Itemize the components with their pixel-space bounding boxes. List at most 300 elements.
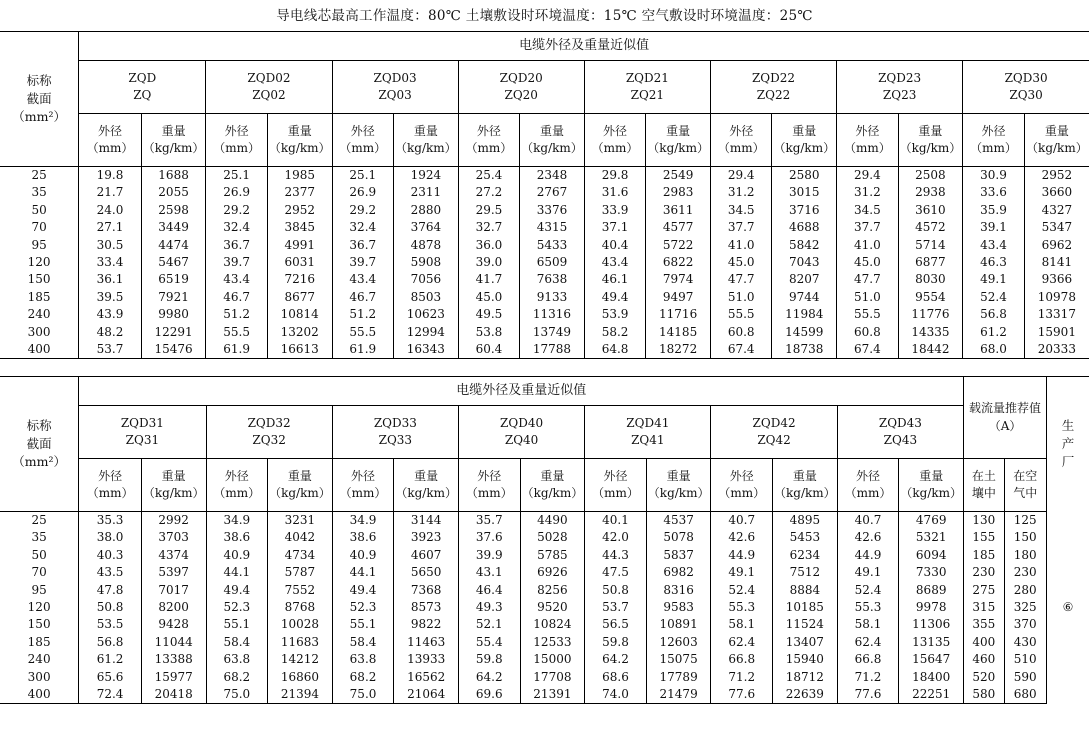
table-row bbox=[0, 341, 1089, 359]
data-cell: 3610 bbox=[898, 202, 963, 219]
od-unit: （mm） bbox=[465, 486, 513, 500]
table-row bbox=[0, 219, 1089, 236]
model-name-zqd: ZQD03 bbox=[373, 70, 417, 85]
cross-section-cell: 400 bbox=[0, 341, 79, 359]
data-cell: 4042 bbox=[268, 529, 333, 546]
data-cell: 37.1 bbox=[584, 219, 646, 236]
od-label: 外径 bbox=[224, 468, 249, 483]
data-cell: 10891 bbox=[646, 616, 711, 633]
data-cell: 17788 bbox=[520, 341, 585, 359]
data-cell: 8200 bbox=[141, 599, 206, 616]
data-cell: 37.6 bbox=[458, 529, 520, 546]
data-cell: 5650 bbox=[394, 564, 459, 581]
model-name-zqd: ZQD23 bbox=[878, 70, 922, 85]
model-name-zq: ZQ02 bbox=[252, 88, 286, 102]
data-cell: 3923 bbox=[394, 529, 459, 546]
model-name-zq: ZQ21 bbox=[630, 88, 665, 102]
wt-label: 重量 bbox=[540, 468, 565, 483]
data-cell: 39.7 bbox=[332, 254, 394, 271]
model-row bbox=[0, 406, 1089, 459]
data-cell: 11306 bbox=[899, 616, 964, 633]
wt-label: 重量 bbox=[287, 123, 312, 138]
model-name-zq: ZQ33 bbox=[378, 433, 413, 447]
data-cell: 11044 bbox=[141, 634, 206, 651]
data-cell: 31.2 bbox=[710, 184, 772, 201]
data-cell: 3144 bbox=[394, 512, 459, 530]
data-cell: 53.9 bbox=[584, 306, 646, 323]
weight-header bbox=[646, 114, 711, 167]
data-cell: 3764 bbox=[394, 219, 459, 236]
data-cell: 53.7 bbox=[79, 341, 142, 359]
cross-section-cell: 120 bbox=[27, 254, 51, 269]
data-cell: 20333 bbox=[1024, 341, 1089, 359]
data-cell: 43.9 bbox=[79, 306, 142, 323]
wt-unit: （kg/km） bbox=[899, 141, 962, 155]
data-cell: 5842 bbox=[772, 237, 837, 254]
data-cell: 75.0 bbox=[206, 686, 268, 704]
data-cell: 52.3 bbox=[206, 599, 268, 616]
data-cell: 49.4 bbox=[206, 582, 268, 599]
table-row bbox=[0, 324, 1089, 341]
table-row bbox=[0, 202, 1089, 219]
data-cell: 10028 bbox=[268, 616, 333, 633]
cross-section-cell: 240 bbox=[27, 652, 51, 667]
data-cell: 55.1 bbox=[206, 616, 268, 633]
data-cell: 52.1 bbox=[458, 616, 520, 633]
table-caption: 导电线芯最高工作温度：80℃ 土壤敷设时环境温度：15℃ 空气敷设时环境温度：25℃ bbox=[276, 8, 813, 24]
model-name-zq: ZQ bbox=[133, 88, 152, 102]
data-cell: 6031 bbox=[267, 254, 332, 271]
model-row bbox=[0, 61, 1089, 114]
data-cell: 56.5 bbox=[585, 616, 647, 633]
data-cell: 59.8 bbox=[585, 634, 647, 651]
data-cell: 58.1 bbox=[711, 616, 773, 633]
data-cell: 52.4 bbox=[837, 582, 899, 599]
data-cell: 7017 bbox=[141, 582, 206, 599]
data-cell: 16562 bbox=[394, 669, 459, 686]
data-cell: 61.9 bbox=[332, 341, 394, 359]
data-cell: 41.7 bbox=[458, 271, 520, 288]
data-cell: 12994 bbox=[394, 324, 459, 341]
data-cell: 77.6 bbox=[711, 686, 773, 704]
data-cell: 4734 bbox=[268, 547, 333, 564]
data-cell: 15075 bbox=[646, 651, 711, 668]
data-cell: 51.2 bbox=[332, 306, 394, 323]
data-cell: 40.4 bbox=[584, 237, 646, 254]
data-cell: 25.4 bbox=[458, 167, 520, 185]
wt-unit: （kg/km） bbox=[269, 486, 331, 500]
data-cell: 2767 bbox=[520, 184, 585, 201]
data-cell: 20418 bbox=[141, 686, 206, 704]
weight-header bbox=[772, 114, 837, 167]
data-cell: 7056 bbox=[394, 271, 459, 288]
wt-unit: （kg/km） bbox=[142, 141, 205, 155]
outer-diameter-header bbox=[837, 114, 899, 167]
data-cell: 5347 bbox=[1024, 219, 1089, 236]
weight-header bbox=[773, 459, 838, 512]
data-cell: 4577 bbox=[646, 219, 711, 236]
od-label: 外径 bbox=[97, 123, 122, 138]
weight-header bbox=[646, 459, 711, 512]
data-cell: 30.9 bbox=[963, 167, 1025, 185]
data-cell: 68.6 bbox=[585, 669, 647, 686]
data-cell: 19.8 bbox=[79, 167, 142, 185]
data-cell: 15000 bbox=[520, 651, 585, 668]
od-label: 外径 bbox=[350, 123, 375, 138]
od-label: 外径 bbox=[729, 468, 754, 483]
data-cell: 4769 bbox=[899, 512, 964, 530]
wt-unit: （kg/km） bbox=[647, 486, 710, 500]
data-cell: 14185 bbox=[646, 324, 711, 341]
weight-header bbox=[520, 459, 585, 512]
data-cell: 21064 bbox=[394, 686, 459, 704]
wt-unit: （kg/km） bbox=[395, 141, 457, 155]
data-cell: 2952 bbox=[1024, 167, 1089, 185]
data-cell: 44.1 bbox=[206, 564, 268, 581]
cross-section-cell: 35 bbox=[31, 530, 47, 545]
data-cell: 7368 bbox=[394, 582, 459, 599]
data-cell: 31.2 bbox=[837, 184, 899, 201]
data-cell: 72.4 bbox=[79, 686, 142, 704]
data-cell: 43.5 bbox=[79, 564, 142, 581]
data-cell: 13407 bbox=[773, 634, 838, 651]
data-cell: 46.7 bbox=[332, 289, 394, 306]
table-row bbox=[0, 512, 1089, 530]
data-cell: 8884 bbox=[773, 582, 838, 599]
data-cell: 40.9 bbox=[206, 547, 268, 564]
od-unit: （mm） bbox=[86, 141, 134, 155]
od-label: 外径 bbox=[98, 468, 123, 483]
data-cell: 41.0 bbox=[710, 237, 772, 254]
data-cell: 1688 bbox=[141, 167, 206, 185]
data-cell: 10824 bbox=[520, 616, 585, 633]
data-cell: 5787 bbox=[268, 564, 333, 581]
data-cell: 36.7 bbox=[206, 237, 268, 254]
cross-section-cell: 185 bbox=[27, 289, 51, 304]
data-cell: 8141 bbox=[1024, 254, 1089, 271]
model-name-zqd: ZQD42 bbox=[752, 415, 796, 430]
data-cell: 59.8 bbox=[458, 651, 520, 668]
data-cell: 49.4 bbox=[332, 582, 394, 599]
data-cell: 49.1 bbox=[837, 564, 899, 581]
model-name-zqd: ZQD41 bbox=[626, 415, 670, 430]
data-cell: 40.1 bbox=[585, 512, 647, 530]
data-cell: 8316 bbox=[646, 582, 711, 599]
data-cell: 77.6 bbox=[837, 686, 899, 704]
data-cell: 29.2 bbox=[206, 202, 268, 219]
data-cell: 68.2 bbox=[332, 669, 394, 686]
table-row bbox=[0, 184, 1089, 201]
data-cell: 4895 bbox=[773, 512, 838, 530]
weight-header bbox=[394, 114, 459, 167]
weight-header bbox=[520, 114, 585, 167]
table-row bbox=[0, 289, 1089, 306]
data-cell: 16613 bbox=[267, 341, 332, 359]
data-cell: 5433 bbox=[520, 237, 585, 254]
table-row bbox=[0, 237, 1089, 254]
data-cell: 6982 bbox=[646, 564, 711, 581]
model-name bbox=[585, 406, 711, 459]
data-cell: 7921 bbox=[141, 289, 206, 306]
data-cell: 33.6 bbox=[963, 184, 1025, 201]
data-cell: 46.3 bbox=[963, 254, 1025, 271]
data-cell: 130 bbox=[964, 512, 1004, 530]
table-row bbox=[0, 669, 1089, 686]
data-cell: 510 bbox=[1004, 651, 1046, 668]
data-cell: 8030 bbox=[898, 271, 963, 288]
od-unit: （mm） bbox=[86, 486, 134, 500]
data-cell: 325 bbox=[1004, 599, 1046, 616]
data-cell: 2055 bbox=[141, 184, 206, 201]
model-name-zq: ZQ22 bbox=[756, 88, 791, 102]
data-cell: 16343 bbox=[394, 341, 459, 359]
od-label: 外径 bbox=[351, 468, 376, 483]
table-row bbox=[0, 582, 1089, 599]
cross-section-cell: 25 bbox=[31, 168, 47, 182]
data-cell: 46.7 bbox=[206, 289, 268, 306]
outer-diameter-header bbox=[458, 114, 520, 167]
data-cell: 2952 bbox=[267, 202, 332, 219]
table-row bbox=[0, 254, 1089, 271]
data-cell: 24.0 bbox=[79, 202, 142, 219]
outer-diameter-header bbox=[711, 459, 773, 512]
ampacity-title-text: （A） bbox=[988, 418, 1022, 433]
data-cell: 49.1 bbox=[963, 271, 1025, 288]
outer-diameter-header bbox=[79, 114, 142, 167]
data-cell: 32.4 bbox=[332, 219, 394, 236]
table-row bbox=[0, 306, 1089, 323]
data-cell: 29.4 bbox=[710, 167, 772, 185]
wt-unit: （kg/km） bbox=[774, 486, 836, 500]
data-cell: 8503 bbox=[394, 289, 459, 306]
od-unit: （mm） bbox=[465, 141, 513, 155]
data-cell: 17789 bbox=[646, 669, 711, 686]
data-cell: 7974 bbox=[646, 271, 711, 288]
data-cell: 13933 bbox=[394, 651, 459, 668]
data-cell: 7043 bbox=[772, 254, 837, 271]
wt-unit: （kg/km） bbox=[1026, 141, 1088, 155]
data-cell: 5028 bbox=[520, 529, 585, 546]
data-cell: 15476 bbox=[141, 341, 206, 359]
maker-label-text: 生 bbox=[1061, 418, 1075, 434]
data-cell: 3231 bbox=[268, 512, 333, 530]
data-cell: 2983 bbox=[646, 184, 711, 201]
data-cell: 9497 bbox=[646, 289, 711, 306]
data-cell: 13135 bbox=[899, 634, 964, 651]
data-cell: 34.9 bbox=[332, 512, 394, 530]
outer-diameter-header bbox=[963, 114, 1025, 167]
table-row bbox=[0, 564, 1089, 581]
model-name-zqd: ZQD32 bbox=[247, 415, 291, 430]
data-cell: 49.3 bbox=[458, 599, 520, 616]
model-name-zqd: ZQD33 bbox=[373, 415, 417, 430]
data-cell: 68.0 bbox=[963, 341, 1025, 359]
data-cell: 11776 bbox=[898, 306, 963, 323]
weight-header bbox=[268, 459, 333, 512]
ampacity-title bbox=[964, 377, 1047, 459]
model-name bbox=[332, 406, 458, 459]
data-cell: 21.7 bbox=[79, 184, 142, 201]
data-cell: 155 bbox=[964, 529, 1004, 546]
data-cell: 15977 bbox=[141, 669, 206, 686]
outer-diameter-header bbox=[206, 114, 268, 167]
data-cell: 7512 bbox=[773, 564, 838, 581]
wt-label: 重量 bbox=[539, 123, 564, 138]
wt-label: 重量 bbox=[666, 468, 691, 483]
od-label: 外径 bbox=[855, 468, 880, 483]
data-cell: 66.8 bbox=[711, 651, 773, 668]
data-cell: 9980 bbox=[141, 306, 206, 323]
data-cell: 4991 bbox=[267, 237, 332, 254]
model-name-zq: ZQ31 bbox=[125, 433, 160, 447]
model-name bbox=[206, 61, 332, 114]
data-cell: 8256 bbox=[520, 582, 585, 599]
od-unit: （mm） bbox=[592, 486, 639, 500]
wt-unit: （kg/km） bbox=[395, 486, 457, 500]
ampacity-air-text: 在空 bbox=[1013, 468, 1038, 483]
data-cell: 275 bbox=[964, 582, 1004, 599]
data-cell: 64.2 bbox=[585, 651, 647, 668]
data-cell: 21394 bbox=[268, 686, 333, 704]
data-cell: 50.8 bbox=[585, 582, 647, 599]
data-cell: 38.6 bbox=[332, 529, 394, 546]
cross-section-cell: 185 bbox=[27, 634, 51, 649]
model-name-zqd: ZQD21 bbox=[625, 70, 669, 85]
data-cell: 50.8 bbox=[79, 599, 142, 616]
data-cell: 2348 bbox=[520, 167, 585, 185]
data-cell: 26.9 bbox=[206, 184, 268, 201]
data-cell: 60.8 bbox=[710, 324, 772, 341]
data-cell: 590 bbox=[1004, 669, 1046, 686]
data-cell: 2508 bbox=[898, 167, 963, 185]
model-name bbox=[79, 406, 206, 459]
data-cell: 13202 bbox=[267, 324, 332, 341]
data-cell: 8207 bbox=[772, 271, 837, 288]
od-label: 外径 bbox=[729, 123, 754, 138]
data-cell: 41.0 bbox=[837, 237, 899, 254]
data-cell: 44.3 bbox=[585, 547, 647, 564]
outer-diameter-header bbox=[79, 459, 142, 512]
ampacity-air-text: 气中 bbox=[1013, 486, 1038, 500]
data-cell: 68.2 bbox=[206, 669, 268, 686]
data-cell: 5785 bbox=[520, 547, 585, 564]
data-cell: 3660 bbox=[1024, 184, 1089, 201]
od-label: 外径 bbox=[476, 123, 501, 138]
ampacity-soil-text: 在土 bbox=[971, 468, 996, 483]
data-cell: 66.8 bbox=[837, 651, 899, 668]
data-cell: 5467 bbox=[141, 254, 206, 271]
od-unit: （mm） bbox=[718, 486, 766, 500]
data-cell: 1985 bbox=[267, 167, 332, 185]
model-name bbox=[79, 61, 206, 114]
data-cell: 17708 bbox=[520, 669, 585, 686]
data-cell: 3716 bbox=[772, 202, 837, 219]
wt-label: 重量 bbox=[414, 468, 439, 483]
data-cell: 37.7 bbox=[837, 219, 899, 236]
data-cell: 5714 bbox=[898, 237, 963, 254]
data-cell: 9554 bbox=[898, 289, 963, 306]
data-cell: 4374 bbox=[141, 547, 206, 564]
data-cell: 9133 bbox=[520, 289, 585, 306]
wt-unit: （kg/km） bbox=[521, 141, 583, 155]
outer-diameter-header bbox=[837, 459, 899, 512]
data-cell: 10623 bbox=[394, 306, 459, 323]
data-cell: 44.9 bbox=[837, 547, 899, 564]
data-cell: 10185 bbox=[773, 599, 838, 616]
data-cell: 18442 bbox=[898, 341, 963, 359]
data-cell: 8677 bbox=[267, 289, 332, 306]
data-cell: 180 bbox=[1004, 547, 1046, 564]
data-cell: 280 bbox=[1004, 582, 1046, 599]
data-cell: 63.8 bbox=[206, 651, 268, 668]
model-name bbox=[837, 61, 963, 114]
model-name-zq: ZQ41 bbox=[631, 433, 665, 447]
data-cell: 46.1 bbox=[584, 271, 646, 288]
cross-section-cell: 70 bbox=[31, 565, 47, 580]
wt-label: 重量 bbox=[919, 468, 944, 483]
wt-label: 重量 bbox=[161, 468, 186, 483]
data-cell: 55.5 bbox=[837, 306, 899, 323]
model-name bbox=[206, 406, 332, 459]
data-cell: 2377 bbox=[267, 184, 332, 201]
data-cell: 8689 bbox=[899, 582, 964, 599]
model-name-zq: ZQ23 bbox=[882, 88, 917, 102]
data-cell: 48.2 bbox=[79, 324, 142, 341]
data-cell: 36.7 bbox=[332, 237, 394, 254]
model-name-zqd: ZQD22 bbox=[751, 70, 796, 85]
model-name bbox=[584, 61, 710, 114]
data-cell: 43.4 bbox=[963, 237, 1025, 254]
data-cell: 69.6 bbox=[458, 686, 520, 704]
table-row bbox=[0, 686, 1089, 704]
data-cell: 65.6 bbox=[79, 669, 142, 686]
data-cell: 39.1 bbox=[963, 219, 1025, 236]
data-cell: 5908 bbox=[394, 254, 459, 271]
table-row bbox=[0, 616, 1089, 633]
data-cell: 21391 bbox=[520, 686, 585, 704]
data-cell: 26.9 bbox=[332, 184, 394, 201]
data-cell: 18400 bbox=[899, 669, 964, 686]
data-cell: 47.8 bbox=[79, 582, 142, 599]
data-cell: 71.2 bbox=[837, 669, 899, 686]
data-cell: 9366 bbox=[1024, 271, 1089, 288]
data-cell: 47.7 bbox=[837, 271, 899, 288]
data-cell: 45.0 bbox=[837, 254, 899, 271]
data-cell: 6519 bbox=[141, 271, 206, 288]
data-cell: 52.4 bbox=[963, 289, 1025, 306]
data-cell: 4572 bbox=[898, 219, 963, 236]
wt-label: 重量 bbox=[792, 123, 817, 138]
data-cell: 34.5 bbox=[710, 202, 772, 219]
data-cell: 58.4 bbox=[332, 634, 394, 651]
data-cell: 46.4 bbox=[458, 582, 520, 599]
model-name bbox=[837, 406, 963, 459]
od-label: 外径 bbox=[603, 123, 628, 138]
data-cell: 62.4 bbox=[837, 634, 899, 651]
data-cell: 55.1 bbox=[332, 616, 394, 633]
data-cell: 2992 bbox=[141, 512, 206, 530]
data-cell: 8573 bbox=[394, 599, 459, 616]
data-cell: 49.5 bbox=[458, 306, 520, 323]
cross-section-cell: 35 bbox=[31, 185, 47, 200]
data-cell: 9978 bbox=[899, 599, 964, 616]
data-cell: 61.9 bbox=[206, 341, 268, 359]
data-cell: 6094 bbox=[899, 547, 964, 564]
data-cell: 49.1 bbox=[711, 564, 773, 581]
od-unit: （mm） bbox=[339, 486, 387, 500]
data-cell: 42.6 bbox=[837, 529, 899, 546]
wt-label: 重量 bbox=[287, 468, 312, 483]
